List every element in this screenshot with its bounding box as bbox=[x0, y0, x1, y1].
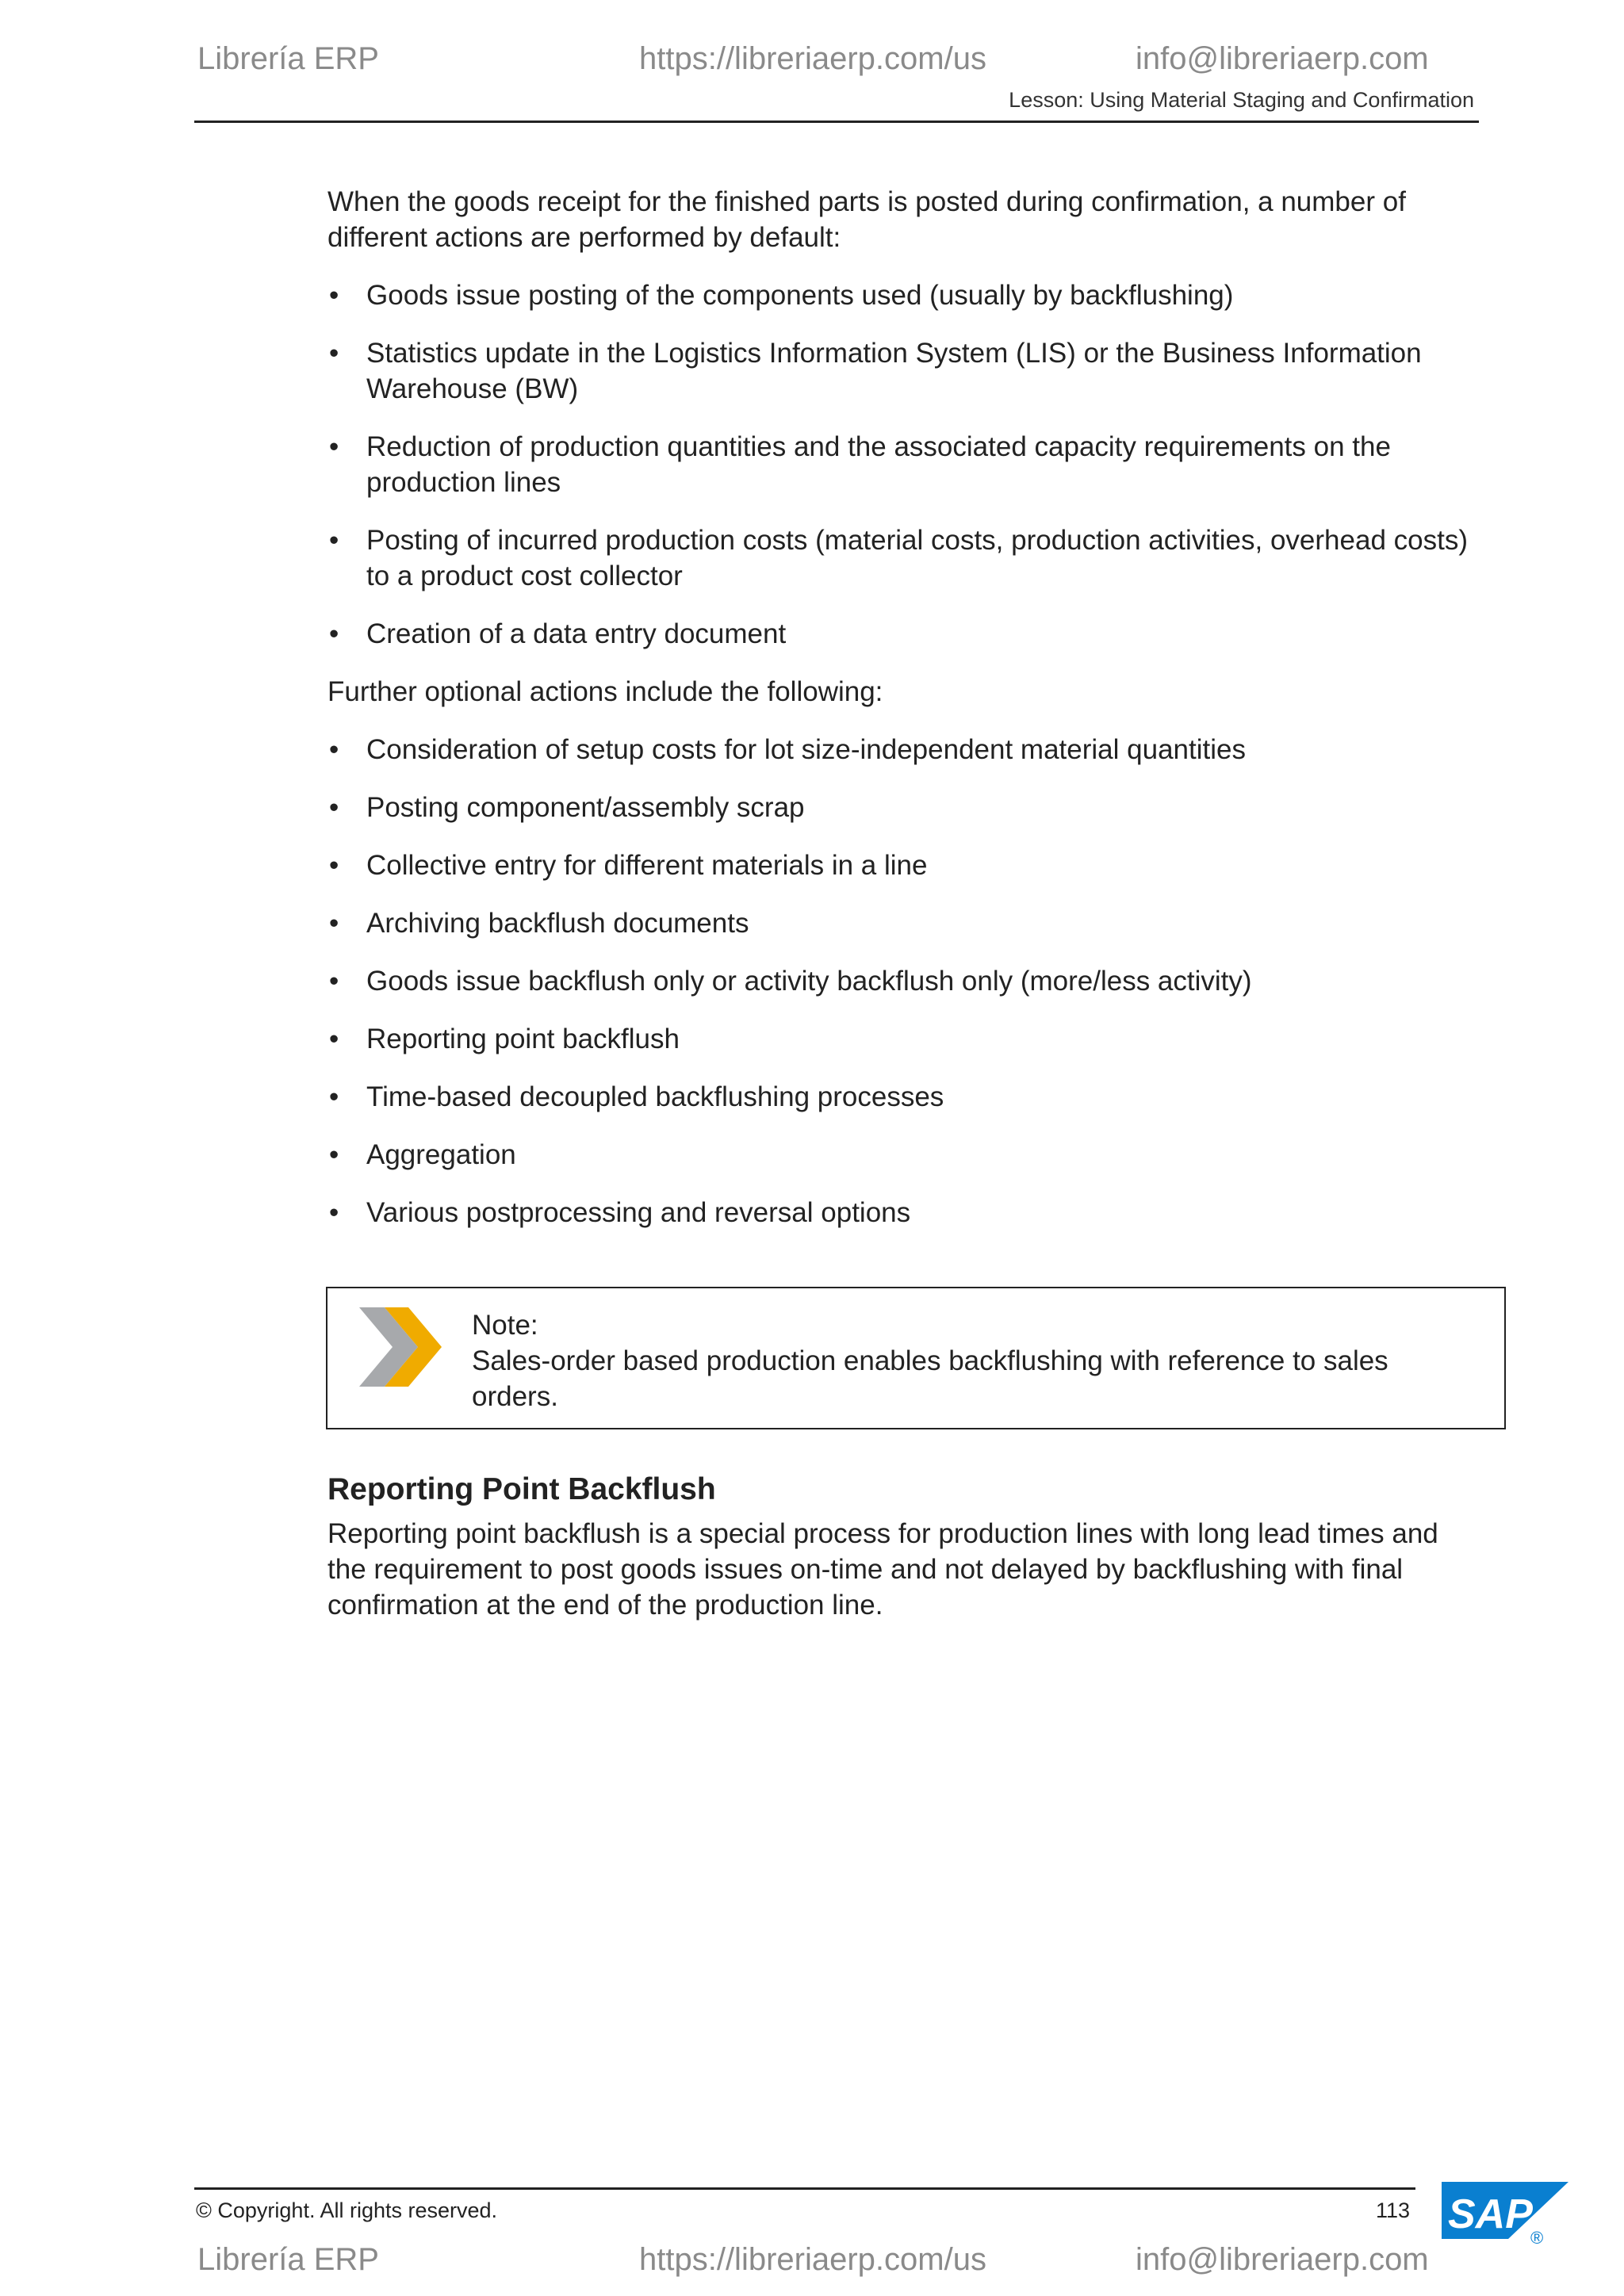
list-item bbox=[327, 732, 1469, 767]
footer-watermark-url: https://libreriaerp.com/us bbox=[639, 2242, 986, 2277]
list-item-text: Goods issue posting of the components used (usually by backflushing) bbox=[366, 280, 1234, 311]
optional-actions-list bbox=[327, 732, 1469, 1230]
watermark-name: Librería ERP bbox=[197, 41, 379, 76]
list-item-text: Creation of a data entry document bbox=[366, 618, 787, 649]
list-item-text: Goods issue backflush only or activity backflush only (more/less activity) bbox=[366, 966, 1252, 997]
list-item bbox=[327, 522, 1469, 594]
sap-logo-text: SAP bbox=[1448, 2191, 1533, 2237]
watermark-email: info@libreriaerp.com bbox=[1136, 41, 1429, 76]
bullet-marker: • bbox=[329, 734, 339, 765]
watermark-url: https://libreriaerp.com/us bbox=[639, 41, 986, 76]
lesson-title: Lesson: Using Material Staging and Confirmation bbox=[1009, 88, 1474, 112]
bullet-marker: • bbox=[329, 1139, 339, 1170]
list-item-text: Archiving backflush documents bbox=[366, 908, 749, 939]
bullet-marker: • bbox=[329, 525, 339, 556]
note-label: Note: bbox=[472, 1310, 538, 1341]
bullet-marker: • bbox=[329, 966, 339, 997]
note-text: Sales-order based production enables backflushing with reference to sales orders. bbox=[472, 1345, 1388, 1412]
bullet-marker: • bbox=[329, 1024, 339, 1054]
section-heading: Reporting Point Backflush bbox=[327, 1472, 716, 1506]
bullet-marker: • bbox=[329, 1081, 339, 1112]
svg-text:®: ® bbox=[1530, 2228, 1544, 2245]
bullet-marker: • bbox=[329, 792, 339, 823]
list-item bbox=[327, 790, 1469, 825]
chevron-right-icon bbox=[359, 1307, 446, 1387]
optional-intro-paragraph: Further optional actions include the following: bbox=[327, 676, 883, 707]
header-divider bbox=[194, 121, 1479, 123]
list-item-text: Consideration of setup costs for lot size-independent material quantities bbox=[366, 734, 1246, 765]
list-item bbox=[327, 277, 1469, 313]
bullet-marker: • bbox=[329, 1197, 339, 1228]
list-item-text: Posting component/assembly scrap bbox=[366, 792, 805, 823]
footer-watermark-email: info@libreriaerp.com bbox=[1136, 2242, 1429, 2277]
section-paragraph: Reporting point backflush is a special process for production lines with long lead times and the requirement to post goods issues on-time and not delayed by backflushing with final confirmation at the end of the production line. bbox=[327, 1518, 1438, 1621]
list-item-text: Various postprocessing and reversal options bbox=[366, 1197, 911, 1228]
list-item-text: Reduction of production quantities and the associated capacity requirements on the production lines bbox=[366, 431, 1391, 498]
page-number: 113 bbox=[1376, 2198, 1411, 2222]
bullet-marker: • bbox=[329, 850, 339, 881]
list-item bbox=[327, 848, 1469, 883]
bullet-marker: • bbox=[329, 618, 339, 649]
list-item bbox=[327, 963, 1469, 999]
footer-divider bbox=[194, 2187, 1415, 2190]
default-actions-list bbox=[327, 277, 1469, 652]
main-content bbox=[327, 184, 1469, 1253]
list-item bbox=[327, 905, 1469, 941]
list-item bbox=[327, 1195, 1469, 1230]
copyright: © Copyright. All rights reserved. bbox=[196, 2198, 498, 2222]
bullet-marker: • bbox=[329, 280, 339, 311]
list-item-text: Reporting point backflush bbox=[366, 1024, 680, 1054]
list-item bbox=[327, 1137, 1469, 1173]
list-item-text: Aggregation bbox=[366, 1139, 516, 1170]
sap-logo bbox=[1442, 2182, 1568, 2245]
list-item bbox=[327, 429, 1469, 500]
list-item-text: Statistics update in the Logistics Information System (LIS) or the Business Information Warehouse (BW) bbox=[366, 338, 1422, 404]
list-item bbox=[327, 1079, 1469, 1115]
list-item-text: Collective entry for different materials in a line bbox=[366, 850, 928, 881]
bullet-marker: • bbox=[329, 431, 339, 462]
footer-watermark-name: Librería ERP bbox=[197, 2242, 379, 2277]
list-item-text: Time-based decoupled backflushing processes bbox=[366, 1081, 944, 1112]
bullet-marker: • bbox=[329, 908, 339, 939]
bullet-marker: • bbox=[329, 338, 339, 369]
list-item bbox=[327, 616, 1469, 652]
list-item bbox=[327, 1021, 1469, 1057]
note-text-block bbox=[472, 1307, 1463, 1414]
list-item bbox=[327, 335, 1469, 407]
list-item-text: Posting of incurred production costs (material costs, production activities, overhead costs) to a product cost collector bbox=[366, 525, 1468, 591]
note-box bbox=[326, 1287, 1506, 1429]
intro-paragraph: When the goods receipt for the finished parts is posted during confirmation, a number of different actions are performed by default: bbox=[327, 186, 1406, 253]
